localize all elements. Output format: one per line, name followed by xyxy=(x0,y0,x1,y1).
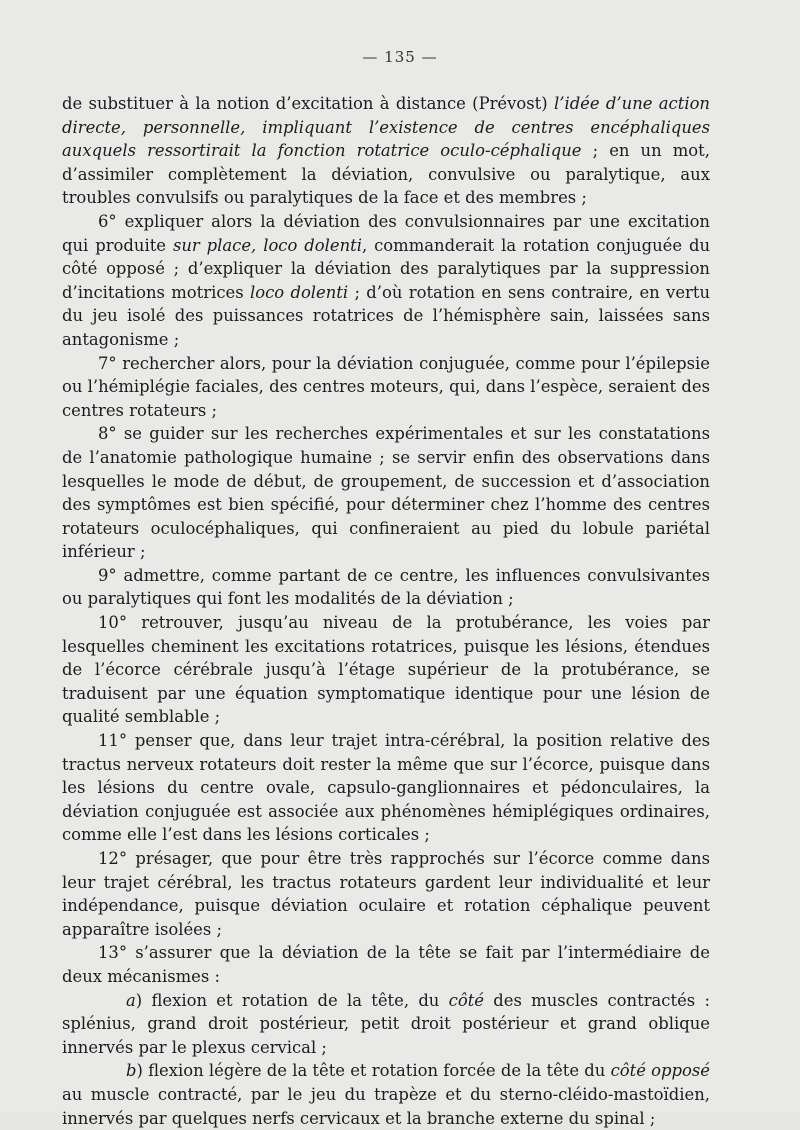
paragraph-item-12 xyxy=(62,847,710,941)
paragraph-subitem-b xyxy=(62,1059,710,1130)
text-run: 11° penser que, dans leur trajet intra-cérébral, la position relative des tractus nerveux rotateurs doit rester la même que sur l’écorce, puisque dans les lésions du centre ovale, capsulo-ganglionnaires et pédonculaires, la déviation conjuguée est associée aux phénomènes hémiplégiques ordinaires, comme elle l’est dans les lésions corticales ; xyxy=(62,731,710,845)
body-text xyxy=(62,92,710,1130)
text-run: ; en un mot, d’assimiler complètement la déviation, convulsive ou paralytique, aux troubles convulsifs ou paralytiques de la face et des membres ; xyxy=(62,141,710,208)
text-run: ; d’où rotation en sens contraire, en vertu du jeu isolé des puissances rotatrices de l’hémisphère sain, laissées sans antagonisme ; xyxy=(62,282,710,349)
text-run: des muscles contractés : splénius, grand droit postérieur, petit droit postérieur et grand oblique innervés par le plexus cervical ; xyxy=(62,990,710,1057)
text-run: 9° admettre, comme partant de ce centre, les influences convulsivantes ou paralytiques qui font les modalités de la déviation ; xyxy=(62,565,710,609)
text-run: ) flexion légère de la tête et rotation forcée de la tête du xyxy=(136,1061,611,1081)
text-run: 8° se guider sur les recherches expérimentales et sur les constatations de l’anatomie pathologique humaine ; se servir enfin des observations dans lesquelles le mode de début, de groupement, de succession et d’association des symptômes est bien spécifié, pour déterminer chez l’homme des centres rotateurs oculocéphaliques, qui confineraient au pied du lobule pariétal inférieur ; xyxy=(62,424,710,562)
paragraph-item-6 xyxy=(62,210,710,352)
paragraph-item-11 xyxy=(62,729,710,847)
paragraph-continuation xyxy=(62,92,710,210)
italic-run: sur place, loco dolenti xyxy=(172,235,362,255)
italic-run: a xyxy=(126,990,136,1010)
text-run: 13° s’assurer que la déviation de la tête se fait par l’intermédiaire de deux mécanismes : xyxy=(62,943,710,986)
italic-run: côté opposé xyxy=(610,1061,710,1081)
italic-run: l’idée d’une action directe, personnelle, impliquant l’existence de centres encéphaliques auxquels ressortirait la fonction rotatrice oculo-céphalique xyxy=(62,94,710,161)
paragraph-item-13 xyxy=(62,941,710,988)
text-run: 6° expliquer alors la déviation des convulsionnaires par une excitation qui produite xyxy=(62,211,710,255)
text-run: de substituer à la notion d’excitation à distance (Prévost) xyxy=(62,94,554,113)
text-run: au muscle contracté, par le jeu du trapèze et du sterno-cléido-mastoïdien, innervés par quelques nerfs cervicaux et la branche externe du spinal ; xyxy=(62,1084,710,1128)
paragraph-item-10 xyxy=(62,611,710,729)
paragraph-subitem-a xyxy=(62,989,710,1060)
italic-run: loco dolenti xyxy=(249,282,349,302)
page-number: — 135 — xyxy=(362,48,438,66)
text-run: 10° retrouver, jusqu’au niveau de la protubérance, les voies par lesquelles cheminent les excitations rotatrices, puisque les lésions, étendues de l’écorce cérébrale jusqu’à l’étage supérieur de la protubérance, se traduisent par une équation symptomatique identique pour une lésion de qualité semblable ; xyxy=(62,613,710,727)
paragraph-item-7 xyxy=(62,352,710,423)
text-run: ) flexion et rotation de la tête, du xyxy=(135,990,449,1010)
text-run: 12° présager, que pour être très rapprochés sur l’écorce comme dans leur trajet cérébral, les tractus rotateurs gardent leur individualité et leur indépendance, puisque déviation oculaire et rotation céphalique peuvent apparaître isolées ; xyxy=(62,849,710,939)
paragraph-item-9 xyxy=(62,564,710,611)
text-run: , commanderait la rotation conjuguée du côté opposé ; d’expliquer la déviation des paralytiques par la suppression d’incitations motrices xyxy=(62,235,711,302)
italic-run: côté xyxy=(448,990,484,1010)
text-run: 7° rechercher alors, pour la déviation conjuguée, comme pour l’épilepsie ou l’hémiplégie faciales, des centres moteurs, qui, dans l’espèce, seraient des centres rotateurs ; xyxy=(62,353,710,420)
italic-run: b xyxy=(126,1061,137,1081)
paragraph-item-8 xyxy=(62,422,710,564)
